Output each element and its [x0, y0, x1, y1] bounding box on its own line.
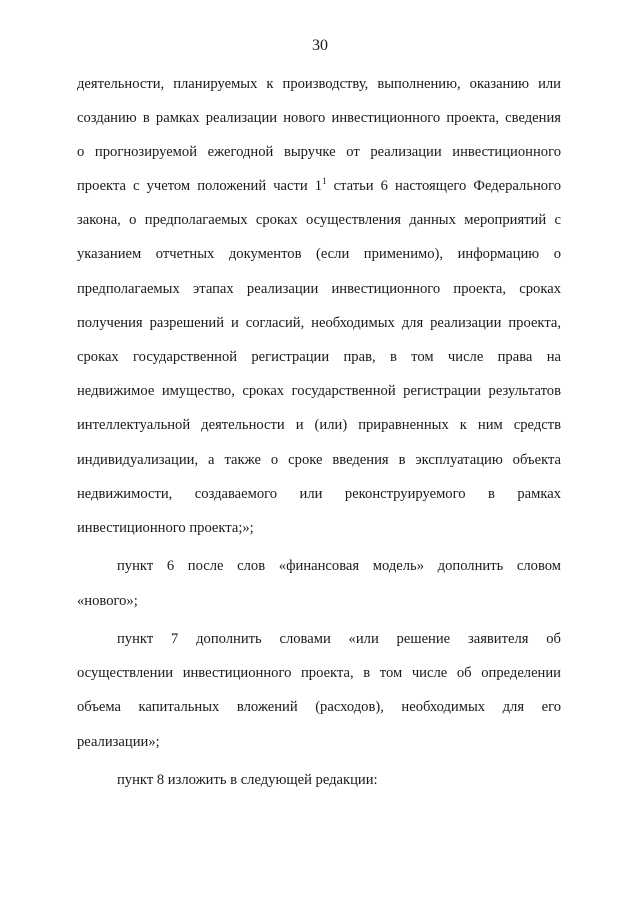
text-line: инвестиционного проекта;»;: [77, 520, 254, 536]
text-line: сроках государственной регистрации прав, в том числе права на: [77, 349, 561, 365]
text-line: «нового»;: [77, 593, 138, 609]
text-line: интеллектуальной деятельности и (или) приравненных к ним средств: [77, 417, 561, 433]
text-line: закона, о предполагаемых сроках осуществления данных мероприятий с: [77, 212, 561, 228]
text-line: получения разрешений и согласий, необходимых для реализации проекта,: [77, 315, 561, 331]
text-fragment: проекта с учетом положений части: [77, 178, 308, 194]
paragraph-line: пункт 7 дополнить словами «или решение заявителя об: [117, 631, 561, 647]
text-line: реализации»;: [77, 734, 160, 750]
text-fragment: 1: [314, 178, 323, 194]
text-line: объема капитальных вложений (расходов), необходимых для его: [77, 699, 561, 715]
paragraph-line: пункт 6 после слов «финансовая модель» дополнить словом: [117, 558, 561, 574]
text-fragment: статьи 6 настоящего Федерального: [333, 178, 562, 194]
text-line: осуществлении инвестиционного проекта, в том числе об определении: [77, 665, 561, 681]
page-number: 30: [312, 37, 328, 54]
text-line: указанием отчетных документов (если применимо), информацию о: [77, 246, 561, 262]
text-line: недвижимое имущество, сроках государственной регистрации результатов: [77, 383, 561, 399]
text-line-with-superscript: [77, 177, 561, 195]
text-line: деятельности, планируемых к производству, выполнению, оказанию или: [77, 76, 561, 92]
paragraph-line: пункт 8 изложить в следующей редакции:: [117, 772, 378, 788]
superscript: 1: [322, 176, 327, 186]
text-line: индивидуализации, а также о сроке введения в эксплуатацию объекта: [77, 452, 561, 468]
text-line: недвижимости, создаваемого или реконструируемого в рамках: [77, 486, 561, 502]
text-line: о прогнозируемой ежегодной выручке от реализации инвестиционного: [77, 144, 561, 160]
text-line: предполагаемых этапах реализации инвестиционного проекта, сроках: [77, 281, 561, 297]
text-line: созданию в рамках реализации нового инвестиционного проекта, сведения: [77, 110, 561, 126]
